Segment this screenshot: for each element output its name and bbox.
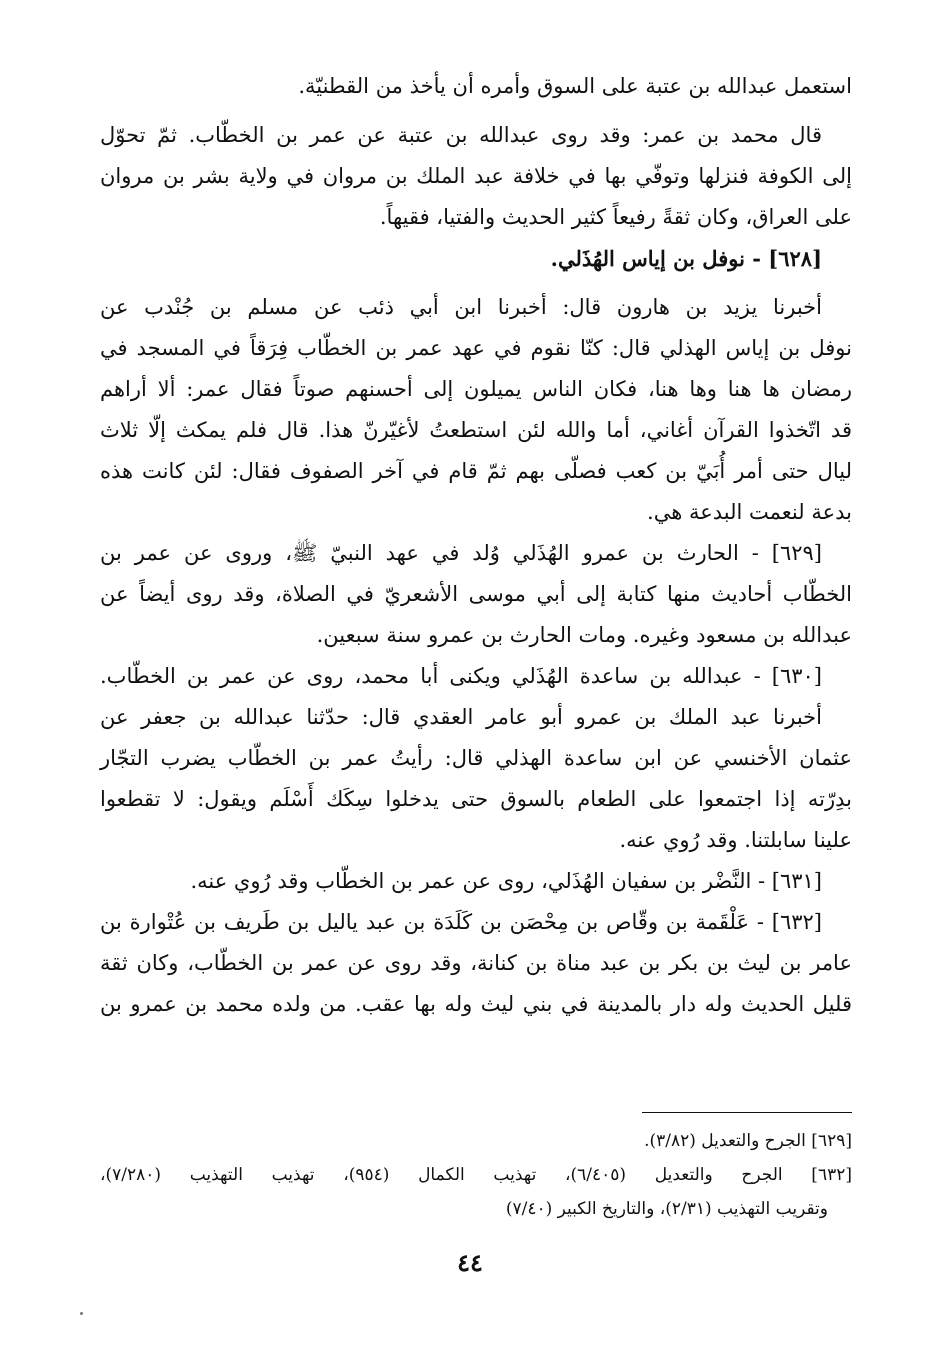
footnotes (100, 1124, 852, 1226)
page-number: ٤٤ (457, 1248, 483, 1277)
footnote-629: [٦٢٩] الجرح والتعديل (٣/٨٢). (644, 1131, 852, 1151)
scan-speck (80, 1312, 83, 1315)
text-line: إلى الكوفة فنزلها وتوفّي بها في خلافة عبد الملك بن مروان في ولاية بشر بن مروان (100, 164, 852, 188)
text-line: أخبرنا يزيد بن هارون قال: أخبرنا ابن أبي ذئب عن مسلم بن جُنْدب عن (100, 295, 822, 319)
text-line: ليال حتى أمر أُبَيّ بن كعب فصلّى بهم ثمّ قام في آخر الصفوف فقال: لئن كانت هذه (100, 459, 852, 483)
text-line: بدعة لنعمت البدعة هي. (647, 500, 852, 524)
entry-heading-629: [٦٢٩] - الحارث بن عمرو الهُذَلي وُلد في عهد النبيّ ﷺ، وروى عن عمر بن (100, 541, 822, 565)
text-line: عثمان الأخنسي عن ابن ساعدة الهذلي قال: رأيتُ عمر بن الخطّاب يضرب التجّار (100, 746, 852, 770)
text-line: على العراق، وكان ثقةً رفيعاً كثير الحديث والفتيا، فقيهاً. (379, 205, 852, 229)
footnote-divider (642, 1112, 852, 1113)
text-line: قال محمد بن عمر: وقد روى عبدالله بن عتبة عن عمر بن الخطّاب. ثمّ تحوّل (100, 123, 822, 147)
text-line: الخطّاب أحاديث منها كتابة إلى أبي موسى الأشعريّ في الصلاة، وقد روى أيضاً عن (100, 582, 852, 606)
entry-heading-630: [٦٣٠] - عبدالله بن ساعدة الهُذَلي ويكنى أبا محمد، روى عن عمر بن الخطّاب. (100, 664, 822, 688)
text-line: قليل الحديث وله دار بالمدينة في بني ليث وله بها عقب. من ولده محمد بن عمرو بن (100, 992, 852, 1016)
entry-heading-628: [٦٢٨] - نوفل بن إياس الهُذَلي. (550, 246, 822, 271)
footnote-632: [٦٣٢] الجرح والتعديل (٦/٤٠٥)، تهذيب الكمال (٩٥٤)، تهذيب التهذيب (٧/٢٨٠)، (100, 1165, 852, 1185)
text-line: استعمل عبدالله بن عتبة على السوق وأمره أن يأخذ من القطنيّة. (298, 74, 852, 98)
footnote-632-continued: وتقريب التهذيب (٢/٣١)، والتاريخ الكبير (٧/٤٠) (505, 1199, 828, 1219)
text-line: نوفل بن إياس الهذلي قال: كنّا نقوم في عهد عمر بن الخطّاب فِرَقاً في المسجد في (100, 336, 852, 360)
text-line: عامر بن ليث بن بكر بن عبد مناة بن كنانة، وقد روى عن عمر بن الخطّاب، وكان ثقة (100, 951, 852, 975)
text-line: قد اتّخذوا القرآن أغاني، أما والله لئن استطعتُ لأغيّرنّ هذا. قال فلم يمكث إلّا ثلاث (100, 418, 852, 442)
text-line: رمضان ها هنا وها هنا، فكان الناس يميلون إلى أحسنهم صوتاً فقال عمر: ألا أراهم (100, 377, 852, 401)
text-line: أخبرنا عبد الملك بن عمرو أبو عامر العقدي قال: حدّثنا عبدالله بن جعفر عن (100, 705, 822, 729)
text-line: بدِرّته إذا اجتمعوا على الطعام بالسوق حتى يدخلوا سِكَك أَسْلَم ويقول: لا تقطعوا (100, 787, 852, 811)
entry-heading-632: [٦٣٢] - عَلْقَمة بن وقّاص بن مِحْصَن بن كَلَدَة بن عبد ياليل بن طَريف بن عُتْوارة بن (100, 910, 822, 934)
main-text (100, 66, 852, 1025)
text-line: عبدالله بن مسعود وغيره. ومات الحارث بن عمرو سنة سبعين. (316, 623, 852, 647)
entry-heading-631: [٦٣١] - النَّضْر بن سفيان الهُذَلي، روى عن عمر بن الخطّاب وقد رُوي عنه. (190, 869, 822, 893)
text-line: علينا سابلتنا. وقد رُوي عنه. (619, 828, 852, 852)
